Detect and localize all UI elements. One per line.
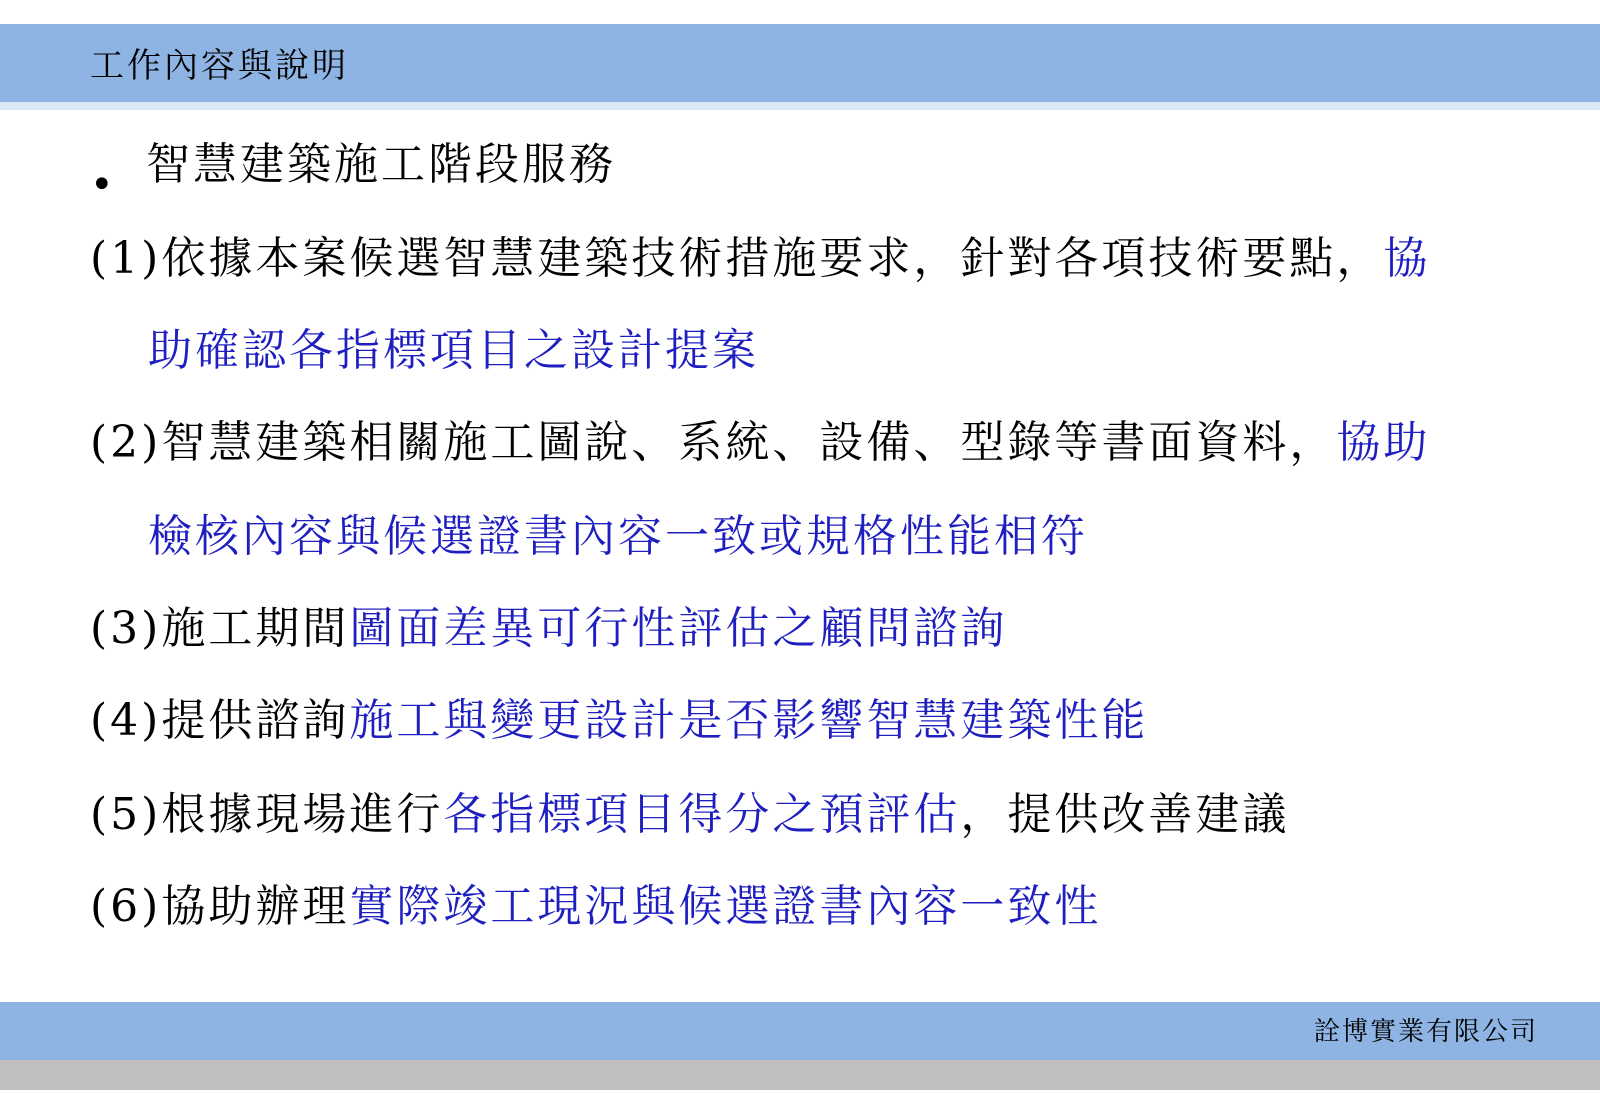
item-5-text-after: ，提供改善建議 — [960, 789, 1290, 840]
list-item-5 — [90, 788, 1289, 842]
item-2-highlight: 協助 — [1336, 417, 1431, 468]
top-margin — [0, 0, 1600, 24]
list-item-2-line-1 — [90, 416, 1430, 470]
list-item-3 — [90, 602, 1007, 656]
header-underline — [0, 102, 1600, 110]
footer-bottom-strip — [0, 1060, 1600, 1090]
item-2-text: (2)智慧建築相關施工圖說、系統、設備、型錄等書面資料， — [90, 417, 1337, 468]
item-1-highlight: 協 — [1383, 233, 1431, 284]
item-4-highlight: 施工與變更設計是否影響智慧建築性能 — [349, 695, 1149, 746]
item-6-text: (6)協助辦理 — [90, 881, 350, 932]
list-item-2-line-2: 檢核內容與候選證書內容一致或規格性能相符 — [148, 511, 1088, 562]
item-1-text: (1)依據本案候選智慧建築技術措施要求，針對各項技術要點， — [90, 233, 1384, 284]
bullet-icon: • — [90, 162, 114, 208]
section-heading: 智慧建築施工階段服務 — [146, 139, 616, 190]
item-5-highlight: 各指標項目得分之預評估 — [443, 789, 961, 840]
list-item-1-line-1 — [90, 232, 1430, 286]
item-3-text: (3)施工期間 — [90, 603, 350, 654]
list-item-4 — [90, 694, 1148, 748]
item-6-highlight: 實際竣工現況與候選證書內容一致性 — [349, 881, 1102, 932]
list-item-1-line-2: 助確認各指標項目之設計提案 — [148, 325, 759, 376]
item-4-text: (4)提供諮詢 — [90, 695, 350, 746]
item-5-text: (5)根據現場進行 — [90, 789, 444, 840]
list-item-6 — [90, 880, 1101, 934]
company-name: 詮博實業有限公司 — [1313, 1017, 1538, 1047]
page-title: 工作內容與說明 — [90, 46, 349, 86]
item-3-highlight: 圖面差異可行性評估之顧問諮詢 — [349, 603, 1008, 654]
